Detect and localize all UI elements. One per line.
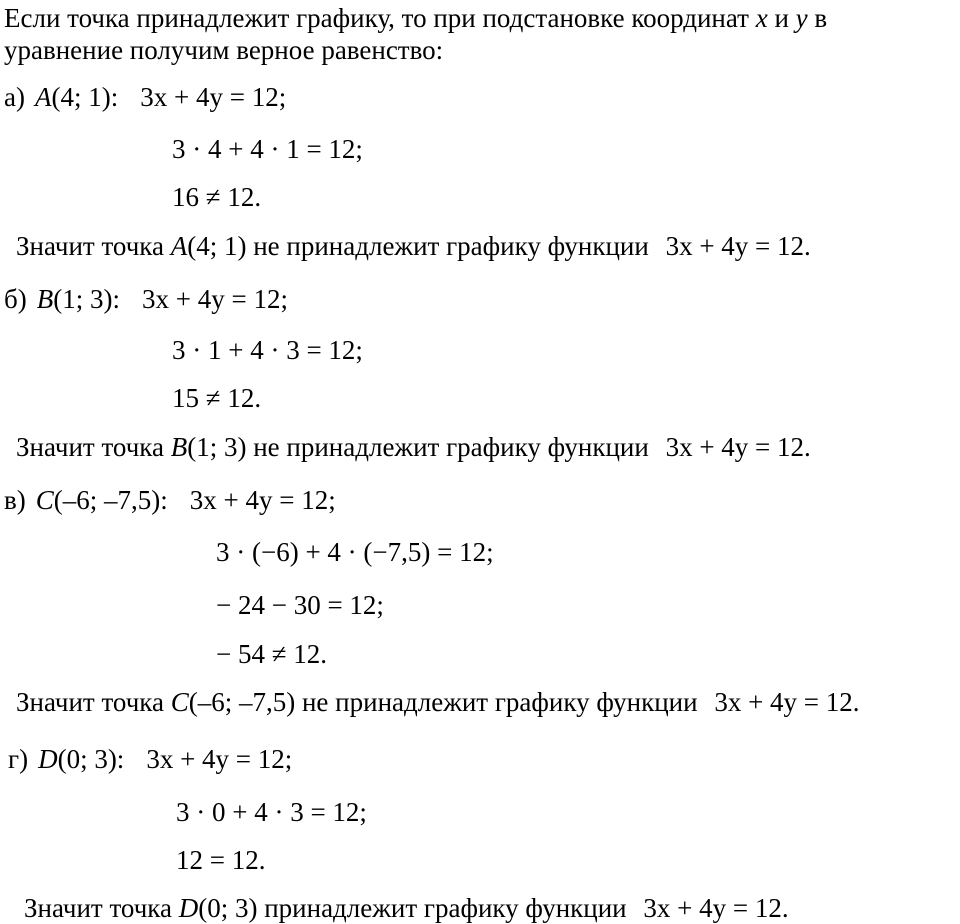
part-d-conclusion-point: D xyxy=(178,893,199,923)
part-a-label: а) xyxy=(4,82,25,112)
part-c-step-1-text: 3 · (−6) + 4 · (−7,5) = 12; xyxy=(216,537,494,567)
part-c-label: в) xyxy=(4,485,26,515)
part-a-point-coords: (4; 1): xyxy=(51,82,119,112)
part-a-conclusion-point: A xyxy=(170,231,188,261)
part-c-header xyxy=(4,487,336,514)
part-d-point-coords: (0; 3): xyxy=(57,744,125,774)
part-c-step-2 xyxy=(216,592,384,619)
part-c-step-2-text: − 24 − 30 = 12; xyxy=(216,590,384,620)
part-c-step-3 xyxy=(216,641,327,668)
part-b-conclusion-point: B xyxy=(170,432,188,462)
part-a-conclusion-prefix: Значит точка xyxy=(16,231,171,261)
intro-line-2 xyxy=(4,37,443,64)
part-a-header xyxy=(4,84,286,111)
intro-text-c: в xyxy=(807,3,828,33)
intro-line-1 xyxy=(4,5,827,32)
part-a-equation: 3x + 4y = 12 xyxy=(140,82,279,112)
part-c-conclusion-equation: 3x + 4y = 12 xyxy=(714,687,853,717)
part-a-step-2-text: 16 ≠ 12. xyxy=(172,182,262,212)
part-c-step-3-text: − 54 ≠ 12. xyxy=(216,639,328,669)
part-a-conclusion-coords: (4; 1) xyxy=(187,231,247,261)
part-a-point-name: A xyxy=(34,82,52,112)
part-c-equation: 3x + 4y = 12 xyxy=(189,485,329,515)
part-b-conclusion-period: . xyxy=(804,432,811,462)
part-d-step-1-text: 3 · 0 + 4 · 3 = 12; xyxy=(176,797,367,827)
part-a-step-1-text: 3 · 4 + 4 · 1 = 12; xyxy=(172,134,363,164)
part-a-step-1 xyxy=(172,136,363,163)
part-c-conclusion-coords: (–6; –7,5) xyxy=(188,687,296,717)
part-b-step-2-text: 15 ≠ 12. xyxy=(172,383,262,413)
part-d-step-2 xyxy=(176,847,265,874)
intro-var-x: x xyxy=(755,3,768,33)
part-b-conclusion xyxy=(16,434,811,461)
intro-var-y: y xyxy=(795,3,808,33)
part-c-conclusion-mid: не принадлежит графику функции xyxy=(295,687,705,717)
part-b-conclusion-equation: 3x + 4y = 12 xyxy=(665,432,805,462)
part-d-conclusion xyxy=(24,895,789,922)
part-b-point-name: B xyxy=(36,284,54,314)
intro-text-line2: уравнение получим верное равенство: xyxy=(4,35,444,65)
part-a-conclusion-equation: 3x + 4y = 12 xyxy=(665,231,805,261)
part-d-conclusion-prefix: Значит точка xyxy=(24,893,179,923)
part-b-equation: 3x + 4y = 12 xyxy=(141,284,281,314)
part-c-point-coords: (–6; –7,5): xyxy=(53,485,168,515)
part-b-conclusion-prefix: Значит точка xyxy=(16,432,171,462)
part-b-point-coords: (1; 3): xyxy=(53,284,120,314)
part-d-equation: 3x + 4y = 12 xyxy=(146,744,285,774)
part-c-conclusion xyxy=(16,689,860,716)
part-b-label: б) xyxy=(4,284,27,314)
part-d-header xyxy=(8,746,292,773)
part-d-step-2-text: 12 = 12. xyxy=(176,845,266,875)
part-c-eq-term: ; xyxy=(328,485,336,515)
part-d-point-name: D xyxy=(38,744,58,774)
part-d-conclusion-mid: принадлежит графику функции xyxy=(257,893,634,923)
part-a-conclusion-period: . xyxy=(804,231,811,261)
part-a-eq-term: ; xyxy=(278,82,287,112)
part-b-header xyxy=(4,286,288,313)
part-b-eq-term: ; xyxy=(280,284,288,314)
part-b-conclusion-mid: не принадлежит графику функции xyxy=(246,432,656,462)
part-d-eq-term: ; xyxy=(284,744,293,774)
part-c-point-name: C xyxy=(35,485,54,515)
intro-text-b: и xyxy=(767,3,796,33)
part-d-conclusion-coords: (0; 3) xyxy=(198,893,258,923)
part-a-conclusion xyxy=(16,233,811,260)
intro-text-a: Если точка принадлежит графику, то при подстановке координат xyxy=(4,3,756,33)
part-c-conclusion-period: . xyxy=(852,687,860,717)
part-b-step-1-text: 3 · 1 + 4 · 3 = 12; xyxy=(172,335,363,365)
part-b-conclusion-coords: (1; 3) xyxy=(187,432,247,462)
part-b-step-2 xyxy=(172,385,261,412)
part-a-conclusion-mid: не принадлежит графику функции xyxy=(246,231,656,261)
part-a-step-2 xyxy=(172,184,261,211)
part-d-conclusion-period: . xyxy=(781,893,789,923)
part-c-conclusion-prefix: Значит точка xyxy=(16,687,171,717)
part-b-step-1 xyxy=(172,337,363,364)
part-c-conclusion-point: C xyxy=(170,687,189,717)
part-c-step-1 xyxy=(216,539,494,566)
part-d-label: г) xyxy=(8,744,29,774)
part-d-conclusion-equation: 3x + 4y = 12 xyxy=(643,893,782,923)
part-d-step-1 xyxy=(176,799,367,826)
